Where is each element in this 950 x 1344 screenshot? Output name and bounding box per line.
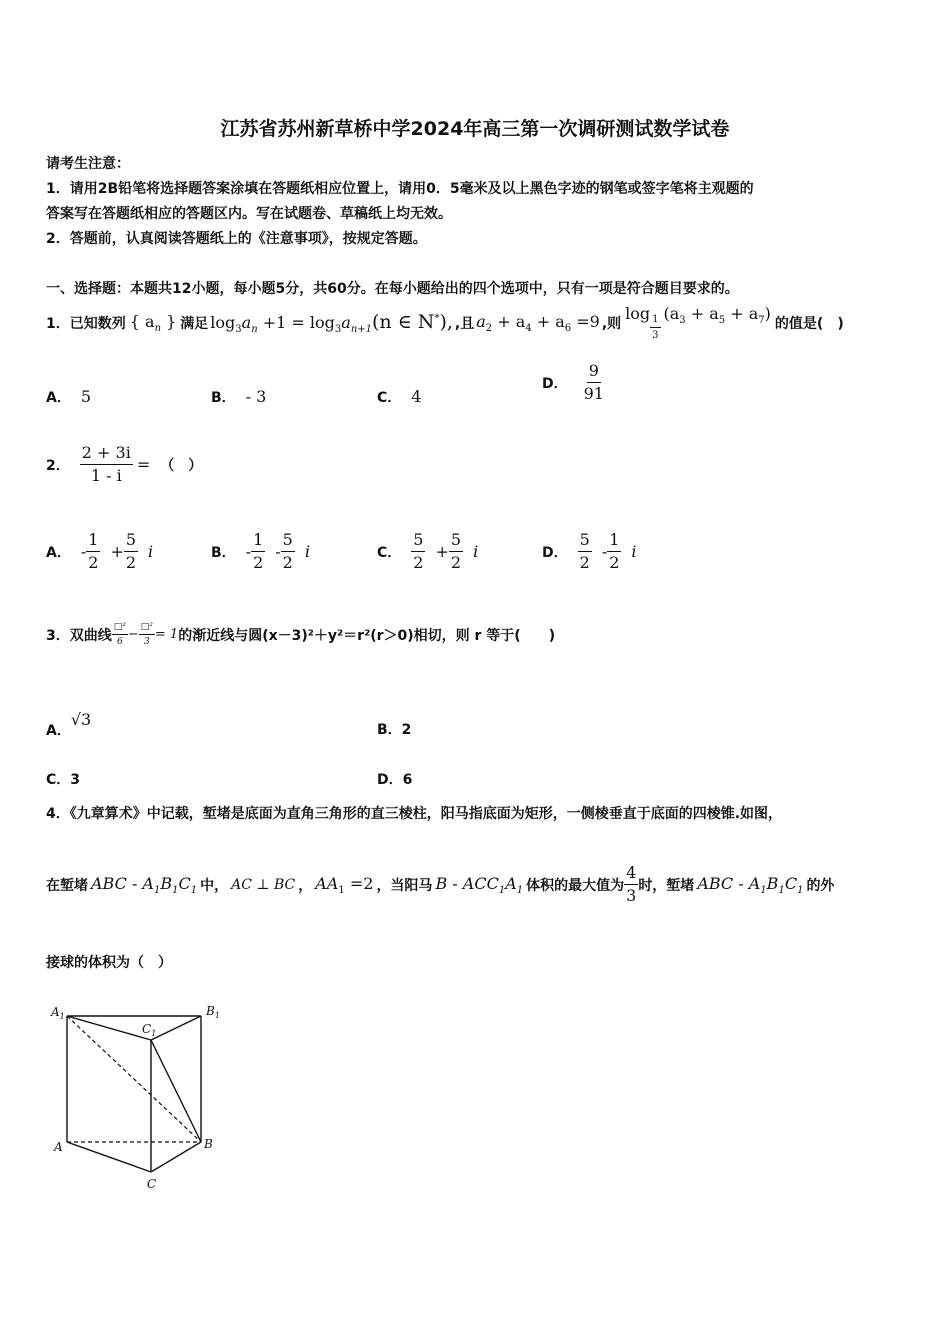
q1-text-4: 的值是( ) <box>774 315 844 332</box>
q3-hyperbola: $\frac{\text{□²}}{6}$ − $\frac{\text{□²}}{3}$ = 1 <box>113 622 179 647</box>
q3-option-a: A． √3 <box>46 710 92 739</box>
notice-line-2: 2．答题前，认真阅读答题纸上的《注意事项》，按规定答题。 <box>46 231 427 247</box>
label-a1: $A_1$ <box>51 1005 65 1021</box>
label-b: B <box>204 1137 213 1151</box>
notice-line-1b: 答案写在答题纸相应的答题区内。写在试题卷、草稿纸上均无效。 <box>46 206 452 222</box>
question-2: 2． $\frac{2 + 3i}{1 - i}$ = （ ） <box>46 443 203 485</box>
q2-option-b: B． - $\frac{1}{2}$ - $\frac{5}{2}$ i <box>211 530 310 572</box>
label-b1: $B_1$ <box>206 1004 220 1020</box>
q2-option-d: D． $\frac{5}{2}$ - $\frac{1}{2}$ i <box>542 530 637 572</box>
q1-sum-condition: $a_2 + a_4 + a_6 =9$ <box>476 311 600 334</box>
notice-heading: 请考生注意： <box>46 156 130 172</box>
label-c1: $C_1$ <box>142 1022 157 1038</box>
prism-figure <box>44 998 234 1198</box>
page-title: 江苏省苏州新草桥中学2024年高三第一次调研测试数学试卷 <box>220 118 730 140</box>
q1-option-a: A． 5 <box>46 387 92 406</box>
notice-line-1: 1．请用2B铅笔将选择题答案涂填在答题纸相应位置上，请用0．5毫米及以上黑色字迹的钢笔或签字笔将主观题的 <box>46 181 754 197</box>
question-1 <box>46 304 844 341</box>
q1-text-1: 满足 <box>180 315 209 332</box>
q3-option-c: C．3 <box>46 772 81 788</box>
q1-option-c: C． 4 <box>377 387 422 406</box>
q1-option-d: D． $\frac{9}{91}$ <box>542 361 604 403</box>
section-heading: 一、选择题：本题共12小题，每小题5分，共60分。在每小题给出的四个选项中，只有一项是符合题目要求的。 <box>46 281 739 297</box>
q4-line-3: 接球的体积为（ ） <box>46 955 172 971</box>
edge-c1-b <box>151 1040 201 1142</box>
edge-a-c <box>67 1142 151 1172</box>
q4-line-1: 4．《九章算术》中记载，堑堵是底面为直角三角形的直三棱柱，阳马指底面为矩形，一侧棱垂直于底面的四棱锥.如图， <box>46 806 783 822</box>
q4-line-2: 在堑堵 ABC - $A_1B_1C_1$ 中， AC ⊥ BC ， $AA_1 =2$ ，当阳马 B - $ACC_1A_1$ 体积的最大值为 $\frac{4}{3}$ 时，堑堵 ABC - $A_1B_1C_1$ 的外 <box>46 863 835 905</box>
label-c: C <box>147 1177 157 1191</box>
q1-text-3: ,则 <box>601 315 622 332</box>
q2-option-c: C． $\frac{5}{2}$ + $\frac{5}{2}$ i <box>377 530 479 572</box>
q3-option-b: B．2 <box>377 722 412 738</box>
q1-intro: 1．已知数列 <box>46 315 126 332</box>
label-a: A <box>54 1140 63 1154</box>
q1-sequence: { $a_n$ } <box>129 311 177 334</box>
edge-c1-b1 <box>151 1016 201 1040</box>
q1-option-b: B． - 3 <box>211 387 267 406</box>
q1-text-2: ,且 <box>454 315 475 332</box>
q2-option-a: A． - $\frac{1}{2}$ + $\frac{5}{2}$ i <box>46 530 154 572</box>
question-3: 3．双曲线 $\frac{\text{□²}}{6}$ − $\frac{\text{□²}}{3}$ = 1 的渐近线与圆(x－3)²＋y²＝r²(r＞0)相切，则 r 等于( ) <box>46 622 556 647</box>
q2-fraction: $\frac{2 + 3i}{1 - i}$ <box>81 443 131 485</box>
edge-c-b <box>151 1142 201 1172</box>
q3-option-d: D．6 <box>377 772 413 788</box>
q1-log-expression: log $\frac{1}{3}$ $(a_3 + a_5 + a_7)$ <box>625 304 771 341</box>
q1-condition: $\log_3a_n +1 = \log_3a_{n+1}(n$ ∈ N*), <box>210 310 453 335</box>
